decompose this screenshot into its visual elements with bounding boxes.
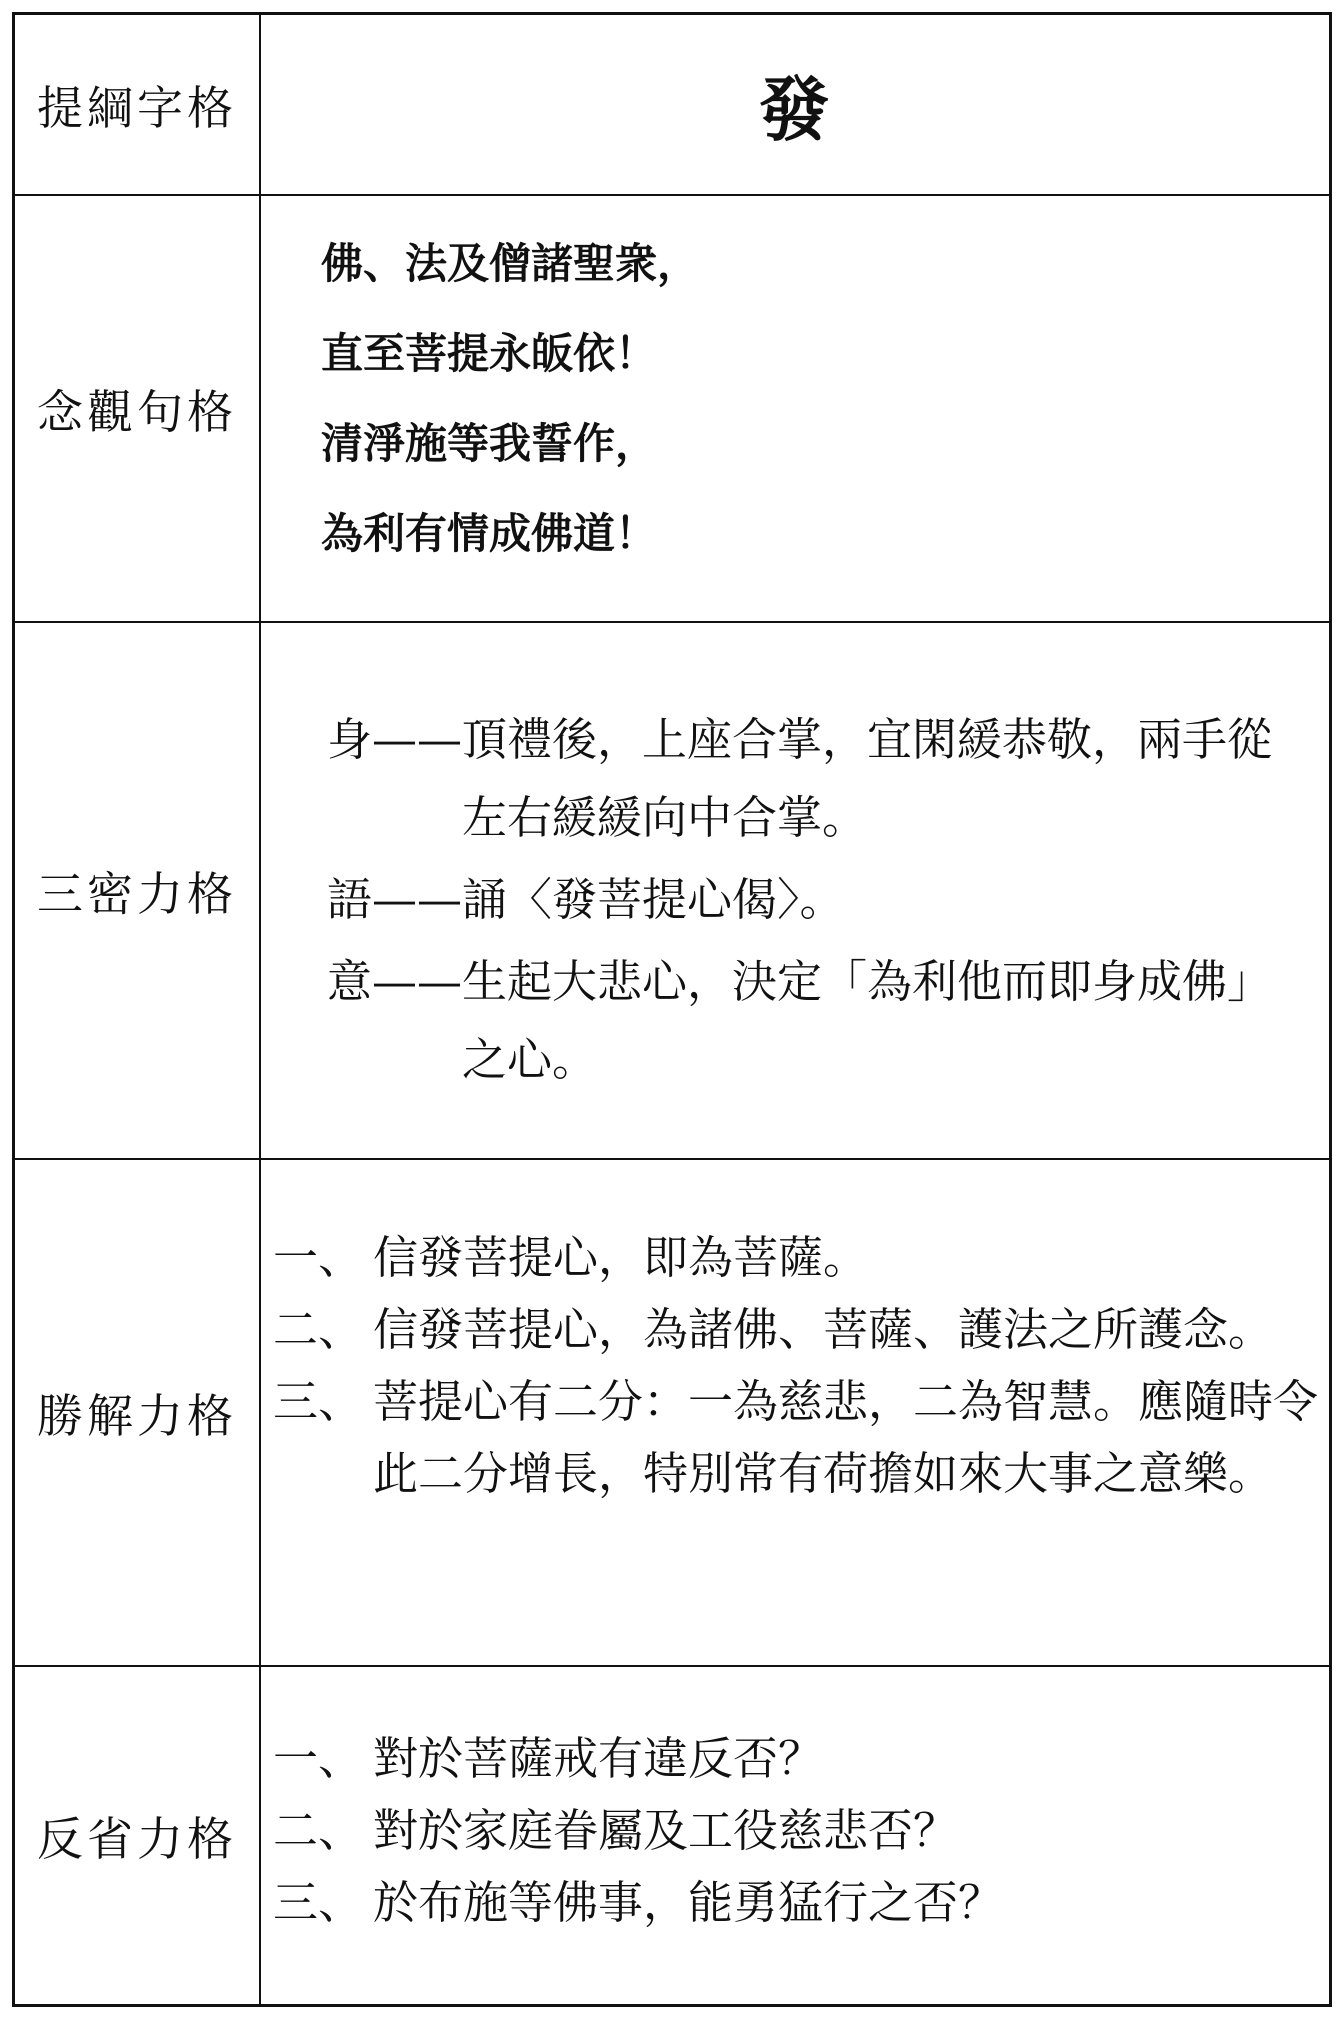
list-item bbox=[273, 1795, 1323, 1867]
three-secrets-row bbox=[15, 623, 1329, 1160]
item-text: 信發菩提心，為諸佛、菩薩、護法之所護念。 bbox=[373, 1303, 1274, 1356]
mind-practice-item bbox=[327, 943, 1287, 1099]
item-number: 三、 bbox=[273, 1876, 364, 1929]
verse-line: 佛、法及僧諸聖衆， bbox=[321, 239, 700, 288]
outline-content bbox=[259, 15, 1329, 194]
practice-table bbox=[12, 12, 1332, 2007]
understanding-label: 勝解力格 bbox=[15, 1160, 261, 1665]
item-text: 對於菩薩戒有違反否？ bbox=[373, 1732, 824, 1785]
three-secrets-content bbox=[259, 623, 1329, 1158]
list-item bbox=[273, 1366, 1323, 1510]
outline-character: 發 bbox=[759, 68, 829, 151]
item-head: 語—— bbox=[327, 873, 463, 926]
contemplation-label: 念觀句格 bbox=[15, 196, 261, 621]
item-number: 二、 bbox=[273, 1804, 364, 1857]
speech-practice-item bbox=[327, 861, 1287, 939]
list-item bbox=[273, 1222, 1323, 1294]
reflection-row bbox=[15, 1667, 1329, 2004]
item-text: 信發菩提心，即為菩薩。 bbox=[373, 1231, 869, 1284]
item-text: 生起大悲心，決定「為利他而即身成佛」之心。 bbox=[462, 955, 1273, 1086]
outline-row bbox=[15, 15, 1329, 196]
item-number: 三、 bbox=[273, 1375, 364, 1428]
reflection-label: 反省力格 bbox=[15, 1667, 261, 2004]
understanding-list bbox=[273, 1222, 1323, 1510]
three-secrets-label: 三密力格 bbox=[15, 623, 261, 1158]
understanding-row bbox=[15, 1160, 1329, 1667]
reflection-content bbox=[259, 1667, 1329, 2004]
item-text: 於布施等佛事，能勇猛行之否？ bbox=[373, 1876, 1004, 1929]
verse-line: 清淨施等我誓作， bbox=[321, 419, 658, 468]
outline-label: 提綱字格 bbox=[15, 15, 261, 194]
understanding-content bbox=[259, 1160, 1329, 1665]
item-head: 身—— bbox=[327, 713, 463, 766]
item-text: 誦〈發菩提心偈〉。 bbox=[462, 873, 845, 926]
item-number: 一、 bbox=[273, 1231, 364, 1284]
item-number: 二、 bbox=[273, 1303, 364, 1356]
contemplation-row bbox=[15, 196, 1329, 623]
reflection-list bbox=[273, 1723, 1323, 1939]
item-head: 意—— bbox=[327, 955, 463, 1008]
list-item bbox=[273, 1867, 1323, 1939]
verse bbox=[321, 234, 699, 594]
three-secrets-list bbox=[327, 701, 1287, 1103]
item-text: 頂禮後，上座合掌，宜閑緩恭敬，兩手從左右緩緩向中合掌。 bbox=[462, 713, 1273, 844]
body-practice-item bbox=[327, 701, 1287, 857]
item-text: 對於家庭眷屬及工役慈悲否？ bbox=[373, 1804, 959, 1857]
verse-line: 直至菩提永皈依！ bbox=[321, 329, 658, 378]
verse-line: 為利有情成佛道！ bbox=[321, 509, 658, 558]
item-number: 一、 bbox=[273, 1732, 364, 1785]
item-text: 菩提心有二分：一為慈悲，二為智慧。應隨時令此二分增長，特別常有荷擔如來大事之意樂。 bbox=[373, 1375, 1319, 1500]
contemplation-content bbox=[259, 196, 1329, 621]
list-item bbox=[273, 1723, 1323, 1795]
list-item bbox=[273, 1294, 1323, 1366]
